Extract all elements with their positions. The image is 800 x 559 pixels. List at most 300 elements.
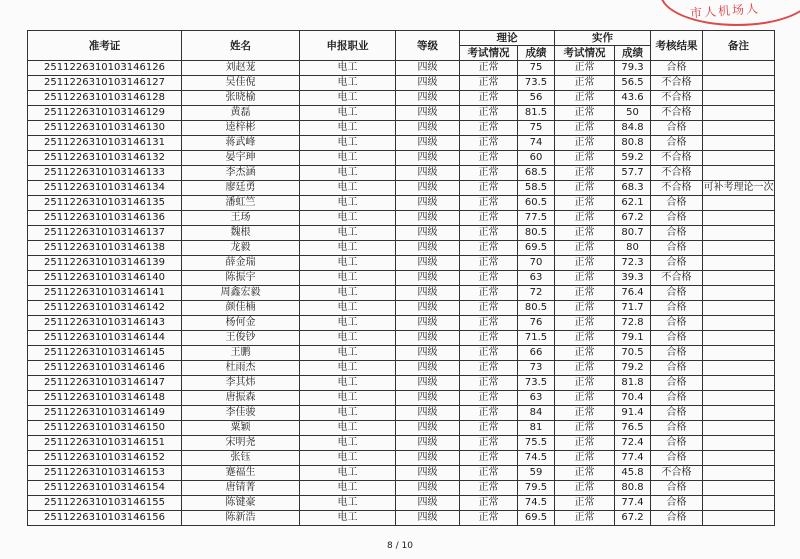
cell-name: 王玚 <box>182 211 300 226</box>
cell-theory-score: 70 <box>518 256 555 271</box>
cell-practical-score: 77.4 <box>615 496 651 511</box>
cell-practical-status: 正常 <box>555 301 615 316</box>
cell-note <box>703 241 775 256</box>
table-row <box>28 181 775 196</box>
cell-exam-id: 2511226310103146130 <box>28 121 182 136</box>
table-row <box>28 241 775 256</box>
cell-exam-id: 2511226310103146148 <box>28 391 182 406</box>
table-row <box>28 481 775 496</box>
cell-practical-score: 62.1 <box>615 196 651 211</box>
table-row <box>28 211 775 226</box>
cell-exam-id: 2511226310103146139 <box>28 256 182 271</box>
cell-note <box>703 511 775 526</box>
cell-occupation: 电工 <box>300 421 396 436</box>
cell-exam-id: 2511226310103146129 <box>28 106 182 121</box>
cell-practical-status: 正常 <box>555 511 615 526</box>
cell-theory-score: 75 <box>518 121 555 136</box>
header-practical-score: 成绩 <box>615 46 651 61</box>
cell-practical-status: 正常 <box>555 76 615 91</box>
cell-occupation: 电工 <box>300 391 396 406</box>
cell-result: 不合格 <box>651 106 703 121</box>
table-row <box>28 496 775 511</box>
cell-occupation: 电工 <box>300 121 396 136</box>
table-row <box>28 421 775 436</box>
cell-theory-score: 60.5 <box>518 196 555 211</box>
cell-name: 逵梓彬 <box>182 121 300 136</box>
cell-theory-score: 63 <box>518 391 555 406</box>
table-row <box>28 511 775 526</box>
cell-practical-score: 80.8 <box>615 136 651 151</box>
cell-theory-status: 正常 <box>460 76 518 91</box>
cell-theory-status: 正常 <box>460 106 518 121</box>
table-row <box>28 301 775 316</box>
cell-theory-score: 76 <box>518 316 555 331</box>
cell-exam-id: 2511226310103146128 <box>28 91 182 106</box>
table-row <box>28 316 775 331</box>
header-name: 姓名 <box>182 31 300 61</box>
cell-note <box>703 196 775 211</box>
cell-name: 潘虹竺 <box>182 196 300 211</box>
cell-exam-id: 2511226310103146151 <box>28 436 182 451</box>
cell-practical-status: 正常 <box>555 256 615 271</box>
header-theory-score: 成绩 <box>518 46 555 61</box>
cell-practical-status: 正常 <box>555 346 615 361</box>
cell-level: 四级 <box>396 301 460 316</box>
cell-theory-score: 63 <box>518 271 555 286</box>
cell-practical-status: 正常 <box>555 481 615 496</box>
cell-practical-status: 正常 <box>555 451 615 466</box>
cell-theory-status: 正常 <box>460 286 518 301</box>
cell-occupation: 电工 <box>300 241 396 256</box>
cell-level: 四级 <box>396 436 460 451</box>
cell-note <box>703 76 775 91</box>
cell-name: 张晓榆 <box>182 91 300 106</box>
cell-occupation: 电工 <box>300 136 396 151</box>
table-body <box>28 61 775 526</box>
cell-practical-status: 正常 <box>555 91 615 106</box>
cell-level: 四级 <box>396 421 460 436</box>
cell-theory-score: 71.5 <box>518 331 555 346</box>
cell-exam-id: 2511226310103146134 <box>28 181 182 196</box>
cell-name: 杜雨杰 <box>182 361 300 376</box>
cell-occupation: 电工 <box>300 481 396 496</box>
cell-level: 四级 <box>396 376 460 391</box>
cell-note <box>703 61 775 76</box>
cell-exam-id: 2511226310103146127 <box>28 76 182 91</box>
cell-exam-id: 2511226310103146132 <box>28 151 182 166</box>
cell-result: 不合格 <box>651 466 703 481</box>
cell-note <box>703 121 775 136</box>
table-row <box>28 361 775 376</box>
cell-practical-score: 45.8 <box>615 466 651 481</box>
cell-note <box>703 226 775 241</box>
cell-theory-score: 74 <box>518 136 555 151</box>
cell-theory-score: 73 <box>518 361 555 376</box>
cell-name: 蹇福生 <box>182 466 300 481</box>
table-row <box>28 151 775 166</box>
cell-theory-status: 正常 <box>460 181 518 196</box>
cell-exam-id: 2511226310103146149 <box>28 406 182 421</box>
cell-practical-score: 79.1 <box>615 331 651 346</box>
cell-note <box>703 496 775 511</box>
cell-occupation: 电工 <box>300 496 396 511</box>
table-row <box>28 286 775 301</box>
cell-theory-score: 59 <box>518 466 555 481</box>
cell-theory-status: 正常 <box>460 436 518 451</box>
cell-name: 周鑫宏毅 <box>182 286 300 301</box>
cell-level: 四级 <box>396 331 460 346</box>
cell-practical-status: 正常 <box>555 286 615 301</box>
cell-practical-status: 正常 <box>555 331 615 346</box>
header-note: 备注 <box>703 31 775 61</box>
cell-theory-score: 75.5 <box>518 436 555 451</box>
cell-level: 四级 <box>396 466 460 481</box>
cell-theory-status: 正常 <box>460 451 518 466</box>
cell-practical-status: 正常 <box>555 211 615 226</box>
cell-result: 不合格 <box>651 91 703 106</box>
cell-note <box>703 466 775 481</box>
cell-theory-status: 正常 <box>460 226 518 241</box>
cell-theory-score: 69.5 <box>518 511 555 526</box>
cell-exam-id: 2511226310103146133 <box>28 166 182 181</box>
cell-name: 魏根 <box>182 226 300 241</box>
table-row <box>28 436 775 451</box>
cell-theory-status: 正常 <box>460 511 518 526</box>
cell-occupation: 电工 <box>300 61 396 76</box>
cell-practical-status: 正常 <box>555 166 615 181</box>
cell-occupation: 电工 <box>300 406 396 421</box>
cell-result: 合格 <box>651 226 703 241</box>
cell-occupation: 电工 <box>300 76 396 91</box>
cell-theory-score: 81 <box>518 421 555 436</box>
cell-result: 合格 <box>651 391 703 406</box>
cell-theory-status: 正常 <box>460 151 518 166</box>
cell-occupation: 电工 <box>300 181 396 196</box>
cell-result: 合格 <box>651 301 703 316</box>
cell-theory-status: 正常 <box>460 346 518 361</box>
cell-exam-id: 2511226310103146153 <box>28 466 182 481</box>
cell-practical-status: 正常 <box>555 226 615 241</box>
cell-practical-status: 正常 <box>555 406 615 421</box>
cell-theory-score: 84 <box>518 406 555 421</box>
table-row <box>28 271 775 286</box>
cell-level: 四级 <box>396 211 460 226</box>
cell-exam-id: 2511226310103146144 <box>28 331 182 346</box>
cell-result: 合格 <box>651 481 703 496</box>
cell-name: 唐振森 <box>182 391 300 406</box>
cell-occupation: 电工 <box>300 436 396 451</box>
cell-level: 四级 <box>396 271 460 286</box>
cell-practical-score: 72.8 <box>615 316 651 331</box>
cell-practical-status: 正常 <box>555 271 615 286</box>
cell-result: 合格 <box>651 451 703 466</box>
cell-result: 合格 <box>651 196 703 211</box>
cell-name: 晏宇珅 <box>182 151 300 166</box>
cell-theory-score: 69.5 <box>518 241 555 256</box>
cell-theory-score: 79.5 <box>518 481 555 496</box>
cell-practical-status: 正常 <box>555 106 615 121</box>
cell-practical-status: 正常 <box>555 421 615 436</box>
cell-theory-score: 75 <box>518 61 555 76</box>
cell-theory-score: 58.5 <box>518 181 555 196</box>
cell-practical-status: 正常 <box>555 196 615 211</box>
cell-level: 四级 <box>396 406 460 421</box>
cell-level: 四级 <box>396 241 460 256</box>
header-theory-status: 考试情况 <box>460 46 518 61</box>
table-row <box>28 61 775 76</box>
header-practical-status: 考试情况 <box>555 46 615 61</box>
cell-practical-status: 正常 <box>555 61 615 76</box>
cell-practical-score: 81.8 <box>615 376 651 391</box>
header-exam-id: 准考证 <box>28 31 182 61</box>
cell-level: 四级 <box>396 361 460 376</box>
cell-note <box>703 391 775 406</box>
cell-result: 合格 <box>651 376 703 391</box>
cell-practical-score: 43.6 <box>615 91 651 106</box>
cell-occupation: 电工 <box>300 151 396 166</box>
cell-result: 合格 <box>651 406 703 421</box>
cell-practical-score: 76.5 <box>615 421 651 436</box>
cell-occupation: 电工 <box>300 451 396 466</box>
cell-name: 黄磊 <box>182 106 300 121</box>
cell-practical-score: 79.2 <box>615 361 651 376</box>
cell-practical-score: 56.5 <box>615 76 651 91</box>
cell-practical-score: 76.4 <box>615 286 651 301</box>
cell-theory-status: 正常 <box>460 496 518 511</box>
cell-level: 四级 <box>396 61 460 76</box>
cell-exam-id: 2511226310103146145 <box>28 346 182 361</box>
cell-occupation: 电工 <box>300 211 396 226</box>
cell-note: 可补考理论一次 <box>703 181 775 196</box>
cell-occupation: 电工 <box>300 376 396 391</box>
exam-results-table <box>27 30 775 526</box>
cell-practical-score: 79.3 <box>615 61 651 76</box>
cell-occupation: 电工 <box>300 361 396 376</box>
cell-level: 四级 <box>396 181 460 196</box>
cell-result: 合格 <box>651 346 703 361</box>
cell-theory-score: 56 <box>518 91 555 106</box>
cell-note <box>703 451 775 466</box>
cell-name: 粟颖 <box>182 421 300 436</box>
cell-name: 李杰涵 <box>182 166 300 181</box>
cell-note <box>703 151 775 166</box>
cell-theory-status: 正常 <box>460 316 518 331</box>
cell-name: 陈键豪 <box>182 496 300 511</box>
cell-practical-score: 80.7 <box>615 226 651 241</box>
cell-exam-id: 2511226310103146152 <box>28 451 182 466</box>
cell-name: 王鹏 <box>182 346 300 361</box>
table-row <box>28 256 775 271</box>
cell-practical-score: 72.4 <box>615 436 651 451</box>
table-row <box>28 76 775 91</box>
cell-theory-score: 80.5 <box>518 226 555 241</box>
cell-level: 四级 <box>396 391 460 406</box>
cell-level: 四级 <box>396 196 460 211</box>
table-row <box>28 166 775 181</box>
cell-theory-status: 正常 <box>460 391 518 406</box>
cell-result: 合格 <box>651 316 703 331</box>
cell-practical-score: 70.5 <box>615 346 651 361</box>
cell-name: 李佳骏 <box>182 406 300 421</box>
cell-exam-id: 2511226310103146141 <box>28 286 182 301</box>
cell-note <box>703 436 775 451</box>
cell-theory-status: 正常 <box>460 121 518 136</box>
cell-level: 四级 <box>396 226 460 241</box>
cell-practical-score: 57.7 <box>615 166 651 181</box>
cell-theory-score: 74.5 <box>518 451 555 466</box>
cell-exam-id: 2511226310103146143 <box>28 316 182 331</box>
cell-result: 合格 <box>651 286 703 301</box>
cell-level: 四级 <box>396 346 460 361</box>
cell-theory-status: 正常 <box>460 241 518 256</box>
cell-name: 宋明尧 <box>182 436 300 451</box>
cell-theory-score: 68.5 <box>518 166 555 181</box>
cell-exam-id: 2511226310103146156 <box>28 511 182 526</box>
cell-occupation: 电工 <box>300 91 396 106</box>
cell-result: 不合格 <box>651 151 703 166</box>
table-row <box>28 331 775 346</box>
cell-result: 不合格 <box>651 166 703 181</box>
cell-exam-id: 2511226310103146126 <box>28 61 182 76</box>
cell-result: 合格 <box>651 241 703 256</box>
cell-note <box>703 211 775 226</box>
cell-occupation: 电工 <box>300 316 396 331</box>
cell-note <box>703 271 775 286</box>
cell-note <box>703 481 775 496</box>
cell-theory-score: 74.5 <box>518 496 555 511</box>
cell-note <box>703 331 775 346</box>
cell-result: 合格 <box>651 496 703 511</box>
cell-result: 不合格 <box>651 271 703 286</box>
header-practical: 实作 <box>555 31 651 46</box>
cell-practical-score: 59.2 <box>615 151 651 166</box>
cell-level: 四级 <box>396 121 460 136</box>
cell-note <box>703 91 775 106</box>
table-row <box>28 346 775 361</box>
cell-practical-score: 77.4 <box>615 451 651 466</box>
cell-note <box>703 421 775 436</box>
cell-practical-score: 70.4 <box>615 391 651 406</box>
table-row <box>28 121 775 136</box>
cell-theory-status: 正常 <box>460 61 518 76</box>
cell-practical-status: 正常 <box>555 241 615 256</box>
cell-note <box>703 256 775 271</box>
cell-result: 合格 <box>651 211 703 226</box>
cell-practical-score: 80.8 <box>615 481 651 496</box>
cell-theory-score: 72 <box>518 286 555 301</box>
cell-exam-id: 2511226310103146154 <box>28 481 182 496</box>
cell-practical-status: 正常 <box>555 436 615 451</box>
cell-theory-score: 60 <box>518 151 555 166</box>
cell-practical-score: 67.2 <box>615 511 651 526</box>
cell-occupation: 电工 <box>300 466 396 481</box>
cell-name: 陈新浩 <box>182 511 300 526</box>
cell-occupation: 电工 <box>300 106 396 121</box>
cell-level: 四级 <box>396 496 460 511</box>
table-row <box>28 466 775 481</box>
table-row <box>28 391 775 406</box>
cell-occupation: 电工 <box>300 226 396 241</box>
cell-note <box>703 166 775 181</box>
cell-result: 合格 <box>651 61 703 76</box>
cell-name: 张钰 <box>182 451 300 466</box>
cell-name: 廖廷勇 <box>182 181 300 196</box>
cell-theory-status: 正常 <box>460 271 518 286</box>
cell-exam-id: 2511226310103146146 <box>28 361 182 376</box>
cell-practical-status: 正常 <box>555 316 615 331</box>
cell-theory-status: 正常 <box>460 466 518 481</box>
cell-occupation: 电工 <box>300 286 396 301</box>
cell-note <box>703 376 775 391</box>
cell-level: 四级 <box>396 481 460 496</box>
cell-name: 陈振宇 <box>182 271 300 286</box>
cell-level: 四级 <box>396 106 460 121</box>
cell-result: 合格 <box>651 511 703 526</box>
cell-practical-status: 正常 <box>555 121 615 136</box>
cell-exam-id: 2511226310103146136 <box>28 211 182 226</box>
cell-occupation: 电工 <box>300 271 396 286</box>
cell-result: 合格 <box>651 421 703 436</box>
table-row <box>28 226 775 241</box>
cell-name: 李其炜 <box>182 376 300 391</box>
cell-practical-status: 正常 <box>555 136 615 151</box>
cell-practical-status: 正常 <box>555 361 615 376</box>
cell-name: 颜佳楠 <box>182 301 300 316</box>
cell-theory-status: 正常 <box>460 301 518 316</box>
cell-practical-score: 67.2 <box>615 211 651 226</box>
cell-theory-score: 73.5 <box>518 376 555 391</box>
cell-occupation: 电工 <box>300 166 396 181</box>
cell-practical-score: 84.8 <box>615 121 651 136</box>
cell-exam-id: 2511226310103146135 <box>28 196 182 211</box>
cell-level: 四级 <box>396 286 460 301</box>
cell-level: 四级 <box>396 166 460 181</box>
cell-name: 刘赵茏 <box>182 61 300 76</box>
cell-exam-id: 2511226310103146131 <box>28 136 182 151</box>
table-row <box>28 91 775 106</box>
cell-theory-score: 80.5 <box>518 301 555 316</box>
cell-level: 四级 <box>396 91 460 106</box>
cell-name: 蒋武峰 <box>182 136 300 151</box>
table-header <box>28 31 775 61</box>
cell-theory-score: 66 <box>518 346 555 361</box>
cell-exam-id: 2511226310103146137 <box>28 226 182 241</box>
header-result: 考核结果 <box>651 31 703 61</box>
cell-occupation: 电工 <box>300 511 396 526</box>
cell-note <box>703 361 775 376</box>
cell-theory-status: 正常 <box>460 331 518 346</box>
cell-theory-status: 正常 <box>460 136 518 151</box>
table-row <box>28 136 775 151</box>
cell-occupation: 电工 <box>300 256 396 271</box>
cell-level: 四级 <box>396 256 460 271</box>
cell-theory-status: 正常 <box>460 406 518 421</box>
official-seal-text: 市人机场人 <box>689 1 761 21</box>
cell-theory-status: 正常 <box>460 361 518 376</box>
cell-practical-score: 50 <box>615 106 651 121</box>
cell-exam-id: 2511226310103146150 <box>28 421 182 436</box>
header-theory: 理论 <box>460 31 555 46</box>
cell-exam-id: 2511226310103146138 <box>28 241 182 256</box>
cell-practical-score: 39.3 <box>615 271 651 286</box>
cell-occupation: 电工 <box>300 346 396 361</box>
cell-level: 四级 <box>396 316 460 331</box>
cell-result: 不合格 <box>651 181 703 196</box>
cell-theory-score: 81.5 <box>518 106 555 121</box>
cell-theory-status: 正常 <box>460 256 518 271</box>
cell-exam-id: 2511226310103146142 <box>28 301 182 316</box>
cell-practical-status: 正常 <box>555 376 615 391</box>
